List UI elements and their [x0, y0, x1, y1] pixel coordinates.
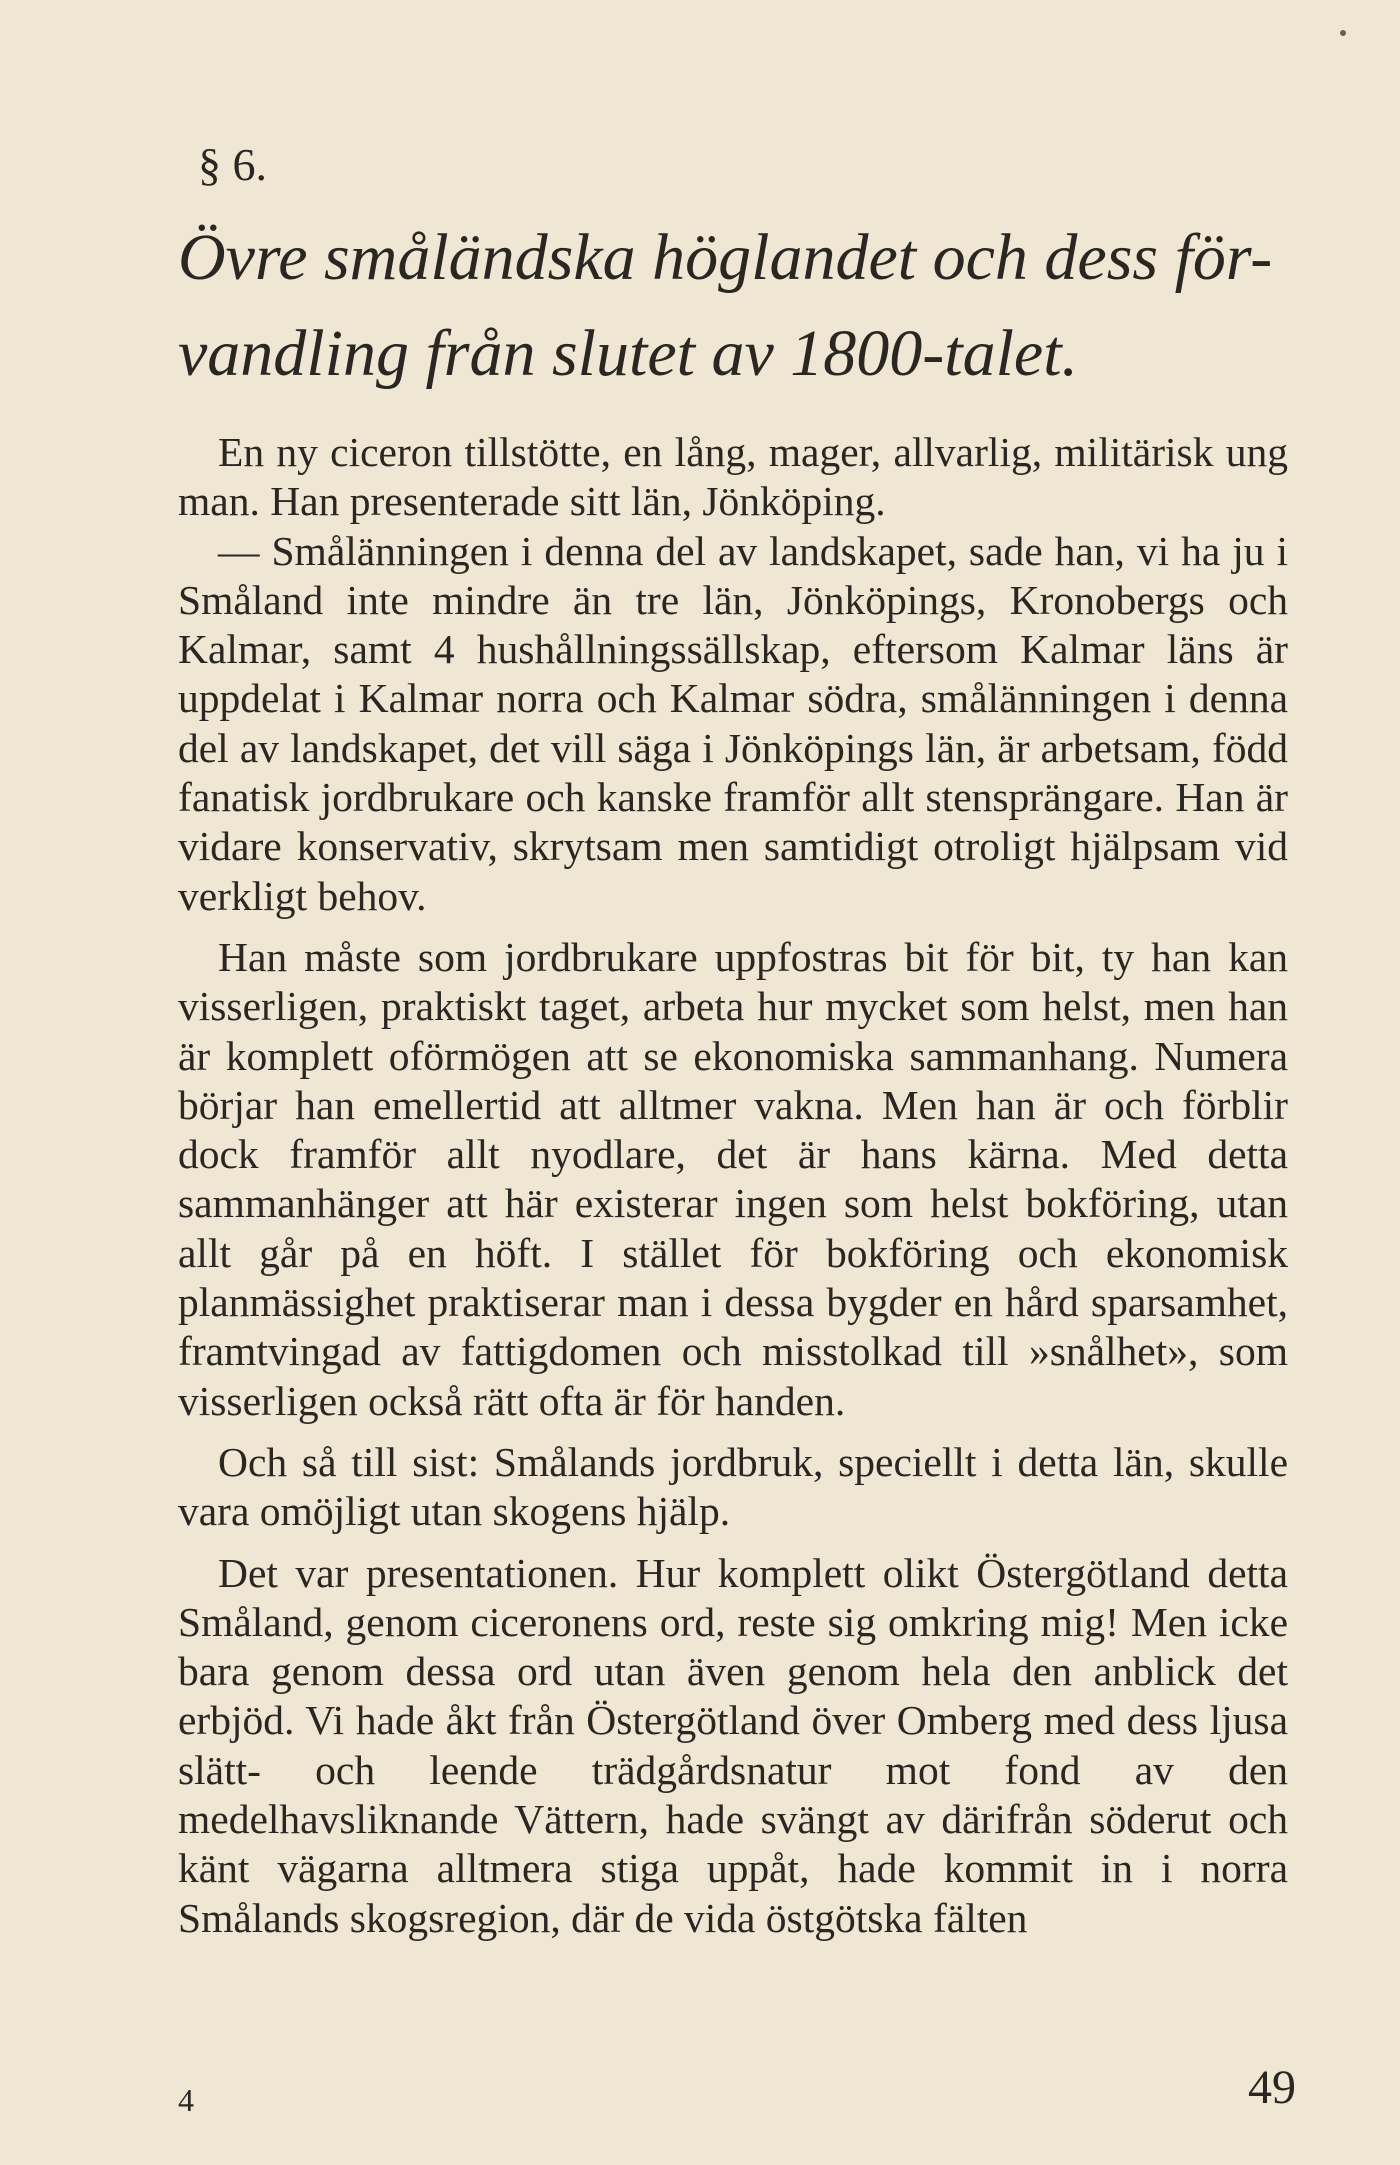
paragraph-4: Och så till sist: Smålands jordbruk, speciellt i detta län, skulle vara omöjligt utan skogens hjälp. [178, 1438, 1288, 1535]
speck [1340, 30, 1346, 36]
paragraph-1: En ny ciceron tillstötte, en lång, mager, allvarlig, militärisk ung man. Han presenterade sitt län, Jönköping. [178, 429, 1288, 525]
title-line-1: Övre småländska höglandet och dess för- [178, 221, 1273, 294]
title-line-2: vandling från slutet av 1800-talet. [178, 317, 1079, 390]
chapter-title [178, 210, 1298, 402]
paragraph-5: Det var presentationen. Hur komplett olikt Östergötland detta Småland, genom ciceronens ord, reste sig omkring mig! Men icke bara genom dessa ord utan även genom hela den anblick det erbjöd. Vi hade åkt från Östergötland över Omberg med dess ljusa slätt- och leende trädgårdsnatur mot fond av den medelhavsliknande Vättern, hade svängt av därifrån söderut och känt vägarna alltmera stiga uppåt, hade kommit in i norra Smålands skogsregion, där de vida östgötska fälten [178, 1549, 1288, 1941]
paragraph-3: Han måste som jordbrukare uppfostras bit för bit, ty han kan visserligen, praktiskt taget, arbeta hur mycket som helst, men han är komplett oförmögen att se ekonomiska sammanhang. Numera börjar han emellertid att alltmer vakna. Men han är och förblir dock framför allt nyodlare, det är hans kärna. Med detta sammanhänger att här existerar ingen som helst bokföring, utan allt går på en höft. I stället för bokföring och ekonomisk planmässighet praktiserar man i dessa bygder en hård sparsamhet, framtvingad av fattigdomen och misstolkad till »snålhet», som visserligen också rätt ofta är för handen. [178, 933, 1288, 1424]
signature-mark: 4 [178, 2082, 194, 2118]
section-number: § 6. [198, 139, 267, 190]
paragraph-2: — Smålänningen i denna del av landskapet, sade han, vi ha ju i Småland inte mindre än tre län, Jönköpings, Kronobergs och Kalmar, samt 4 hushållningssällskap, eftersom Kalmar läns är uppdelat i Kalmar norra och Kalmar södra, smålänningen i denna del av landskapet, det vill säga i Jönköpings län, är arbetsam, född fanatisk jordbrukare och kanske framför allt stensprängare. Han är vidare konservativ, skrytsam men samtidigt otroligt hjälpsam vid verkligt behov. [178, 527, 1288, 919]
page-number: 49 [1248, 2061, 1296, 2114]
body-text [178, 428, 1288, 1943]
